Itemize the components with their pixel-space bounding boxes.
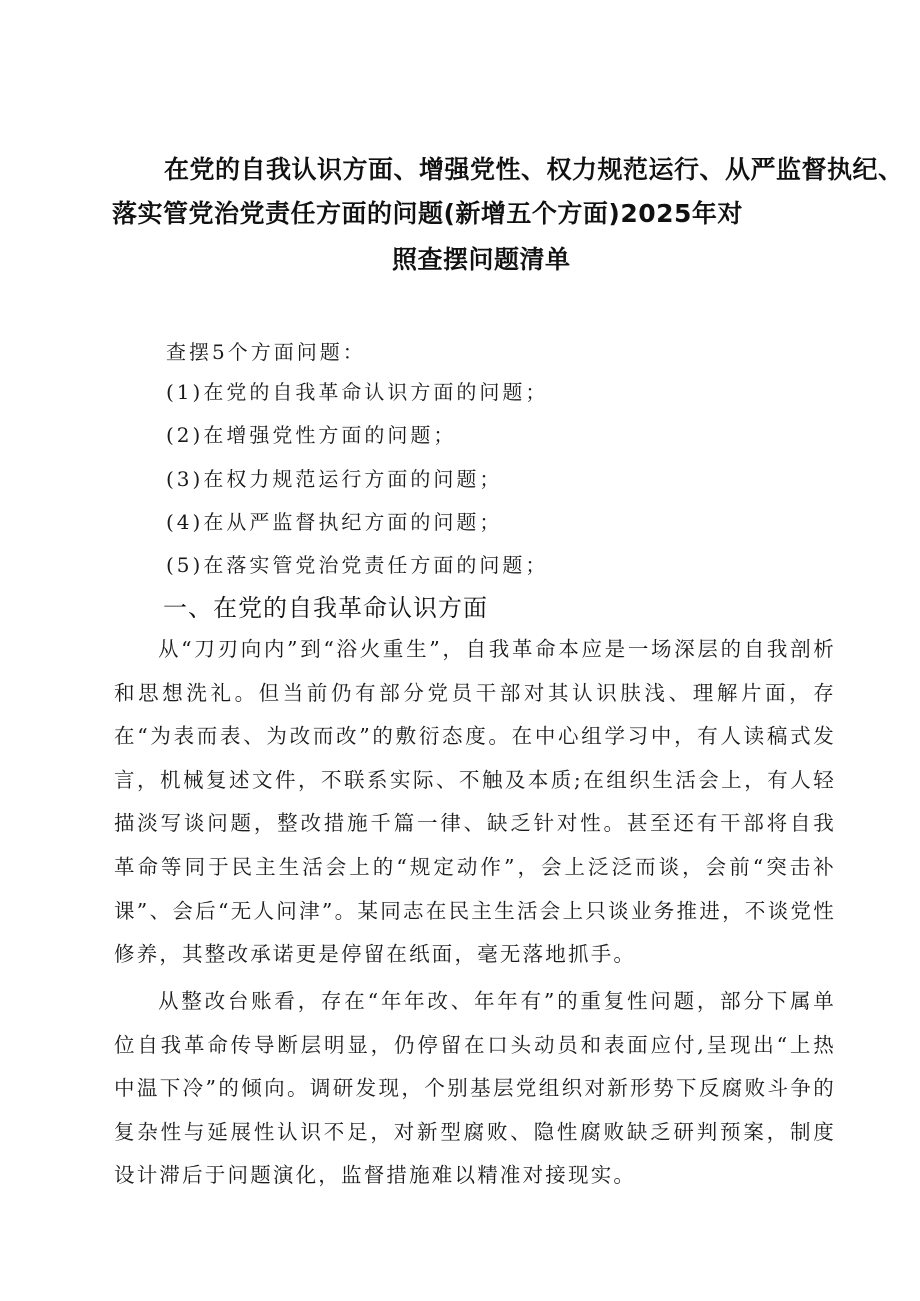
body-paragraph-1: 从“刀刃向内”到“浴火重生”，自我革命本应是一场深层的自我剖析和思想洗礼。但当前仍有部分党员干部对其认识肤浅、理解片面，存在“为表而表、为改而改”的敷衍态度。在中心组学习中，有人读稿式发言，机械复述文件，不联系实际、不触及本质;在组织生活会上，有人轻描淡写谈问题，整改措施千篇一律、缺乏针对性。甚至还有干部将自我革命等同于民主生活会上的“规定动作”，会上泛泛而谈，会前“突击补课”、会后“无人问津”。某同志在民主生活会上只谈业务推进，不谈党性修养，其整改承诺更是停留在纸面，毫无落地抓手。 <box>114 637 836 967</box>
document-title-line-3: 照查摆问题清单 <box>392 245 571 274</box>
body-paragraph-2: 从整改台账看，存在“年年改、年年有”的重复性问题，部分下属单位自我革命传导断层明显，仍停留在口头动员和表面应付,呈现出“上热中温下冷”的倾向。调研发现，个别基层党组织对新形势下反腐败斗争的复杂性与延展性认识不足，对新型腐败、隐性腐败缺乏研判预案，制度设计滞后于问题演化，监督措施难以精准对接现实。 <box>114 989 836 1188</box>
issue-item-1: (1)在党的自我革命认识方面的问题； <box>166 380 549 404</box>
issue-item-4: (4)在从严监督执纪方面的问题； <box>166 510 503 534</box>
issue-item-3: (3)在权力规范运行方面的问题； <box>166 467 503 491</box>
document-title-line-1: 在党的自我认识方面、增强党性、权力规范运行、从严监督执纪、 <box>164 155 904 184</box>
issues-intro: 查摆5个方面问题： <box>166 340 366 364</box>
issue-item-2: (2)在增强党性方面的问题； <box>166 423 457 447</box>
issue-item-5: (5)在落实管党治党责任方面的问题； <box>166 553 549 577</box>
document-title-line-2: 落实管党治党责任方面的问题(新增五个方面)2025年对 <box>112 199 743 228</box>
section-heading-1: 一、在党的自我革命认识方面 <box>163 594 488 622</box>
